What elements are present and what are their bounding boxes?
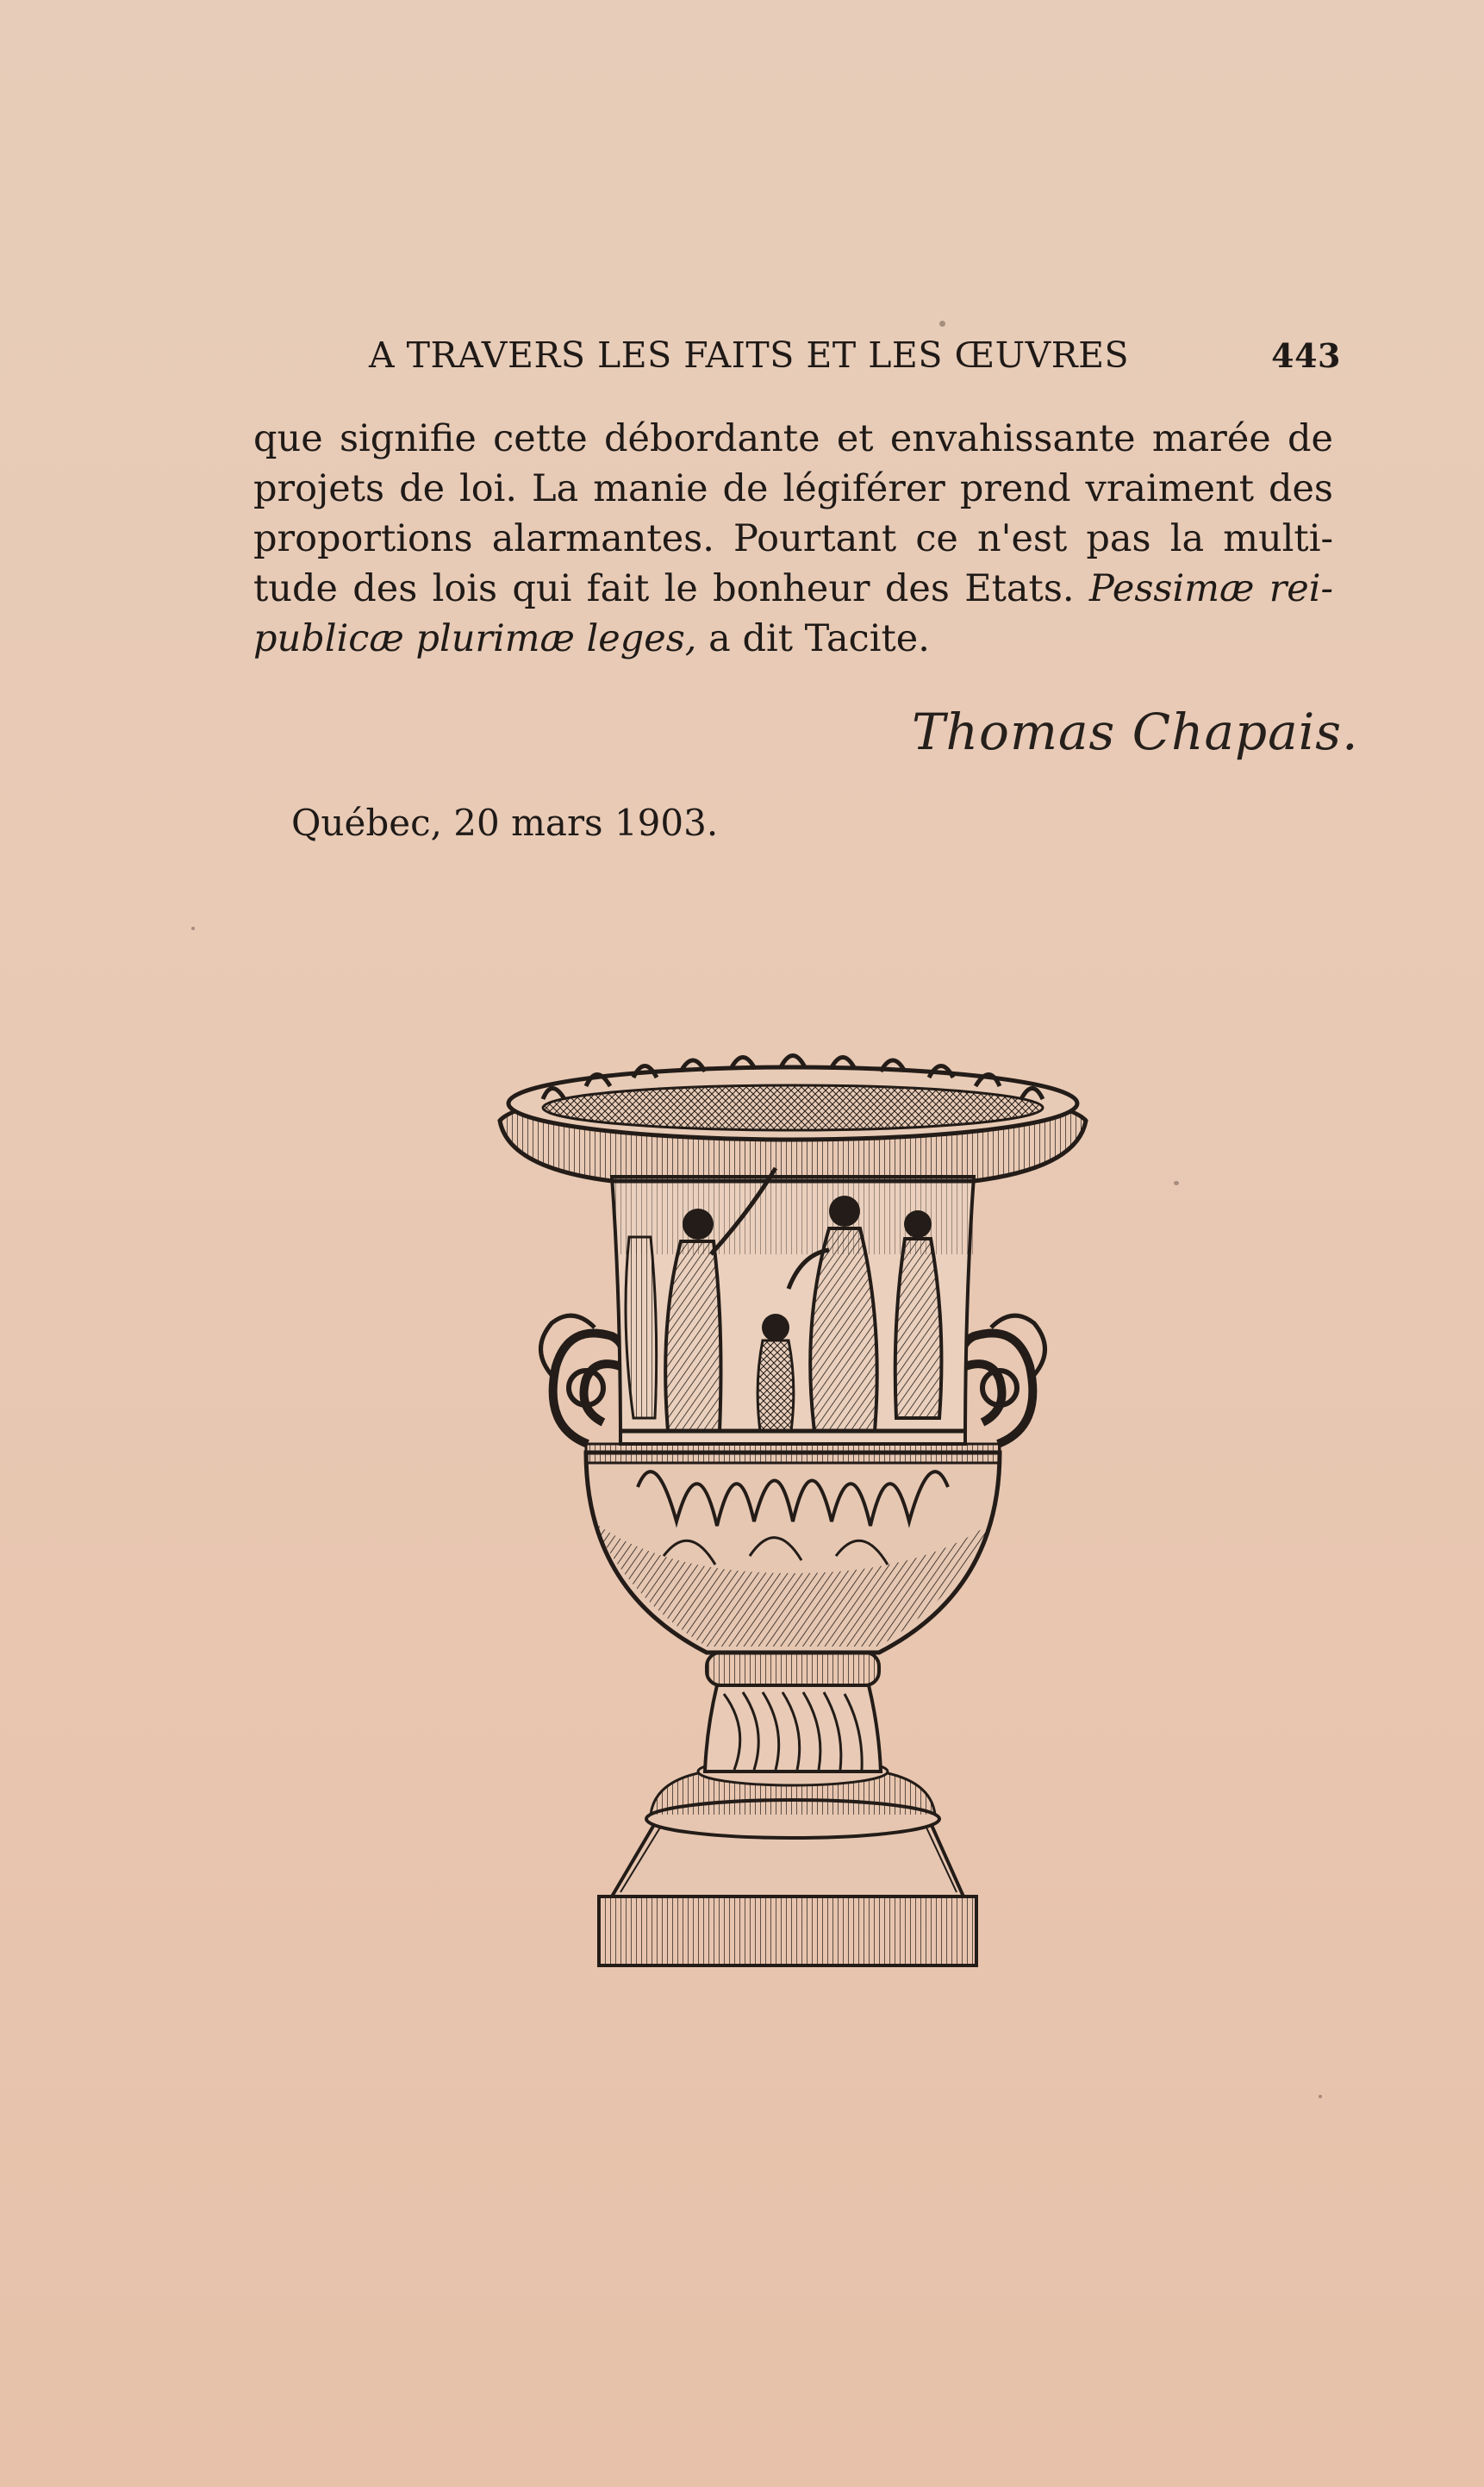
page-number: 443: [1271, 335, 1341, 375]
text-line: que signifie cette débordante et envahissante marée de: [253, 417, 1333, 460]
latin-quote-run: Pessimæ rei-: [1088, 567, 1333, 610]
paper-speck: [939, 321, 945, 327]
paper-speck: [1319, 2095, 1322, 2098]
author-signature: Thomas Chapais.: [912, 703, 1359, 761]
place-date: Québec, 20 mars 1903.: [291, 802, 719, 844]
text-run: tude des lois qui fait le bonheur des Etats.: [253, 567, 1089, 610]
vase-rim: [500, 1056, 1086, 1182]
text-run: a dit Tacite.: [696, 617, 930, 660]
vase-lower-bowl: [586, 1444, 1000, 1653]
text-line-mixed: [253, 614, 1333, 664]
text-line: proportions alarmantes. Pourtant ce n'est pas la multi-: [253, 517, 1333, 560]
latin-quote-run: publicæ plurimæ leges,: [253, 617, 697, 660]
vase-plinth: [599, 1823, 976, 1965]
paper-speck: [1174, 1181, 1179, 1185]
body-paragraph: [253, 414, 1333, 664]
running-head: [369, 329, 1341, 381]
text-line: projets de loi. La manie de légiférer prend vraiment des: [253, 467, 1333, 510]
engraved-vase-icon: [491, 1039, 1094, 1978]
vase-stem: [705, 1653, 881, 1772]
text-line-mixed: [253, 564, 1333, 614]
vase-figures-frieze: [612, 1168, 974, 1444]
running-title: A TRAVERS LES FAITS ET LES ŒUVRES: [369, 334, 1130, 376]
paper-speck: [191, 927, 195, 930]
